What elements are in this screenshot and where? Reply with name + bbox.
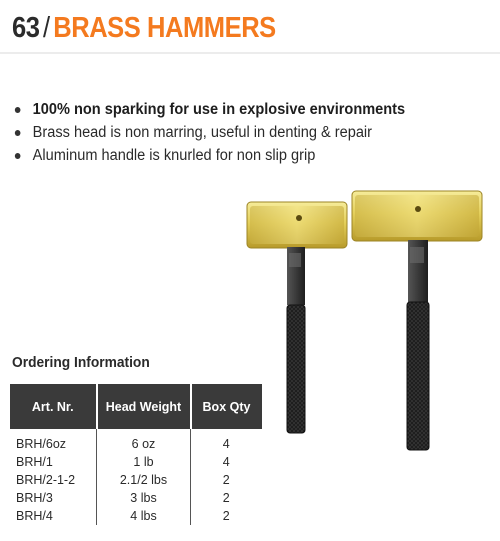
feature-item: Aluminum handle is knurled for non slip grip xyxy=(12,144,405,167)
box-qty: 2 xyxy=(191,471,262,489)
box-qty: 4 xyxy=(191,429,262,453)
ordering-table xyxy=(10,384,262,525)
head-weight: 1 lb xyxy=(97,453,191,471)
head-weight: 3 lbs xyxy=(97,489,191,507)
ordering-title: Ordering Information xyxy=(12,355,150,371)
brass-hammer-small-image xyxy=(247,202,347,433)
table-row xyxy=(10,489,262,507)
table-row xyxy=(10,471,262,489)
article-number: BRH/2-1-2 xyxy=(16,473,76,487)
table-row xyxy=(10,507,262,525)
product-title: BRASS HAMMERS xyxy=(53,12,276,44)
page-title xyxy=(12,12,276,45)
article-number: BRH/6oz xyxy=(16,437,67,451)
column-header: Head Weight xyxy=(97,384,191,429)
table-header-row xyxy=(10,384,262,429)
box-qty: 2 xyxy=(191,489,262,507)
head-weight: 2.1/2 lbs xyxy=(97,471,191,489)
table-row xyxy=(10,453,262,471)
title-slash: / xyxy=(43,12,50,44)
page-number: 63 xyxy=(12,12,40,44)
article-number: BRH/1 xyxy=(16,455,53,469)
feature-list xyxy=(12,98,430,167)
feature-item: Brass head is non marring, useful in denting & repair xyxy=(12,121,405,144)
box-qty: 2 xyxy=(191,507,262,525)
head-weight: 6 oz xyxy=(97,429,191,453)
header-divider xyxy=(0,52,500,54)
column-header: Box Qty xyxy=(191,384,262,429)
article-number: BRH/4 xyxy=(16,509,53,523)
hammers-illustration xyxy=(240,185,500,455)
column-header: Art. Nr. xyxy=(10,384,97,429)
table-row xyxy=(10,429,262,453)
brass-hammer-large-image xyxy=(352,191,482,450)
head-weight: 4 lbs xyxy=(97,507,191,525)
article-number: BRH/3 xyxy=(16,491,53,505)
feature-item: 100% non sparking for use in explosive environments xyxy=(12,98,405,121)
box-qty: 4 xyxy=(191,453,262,471)
